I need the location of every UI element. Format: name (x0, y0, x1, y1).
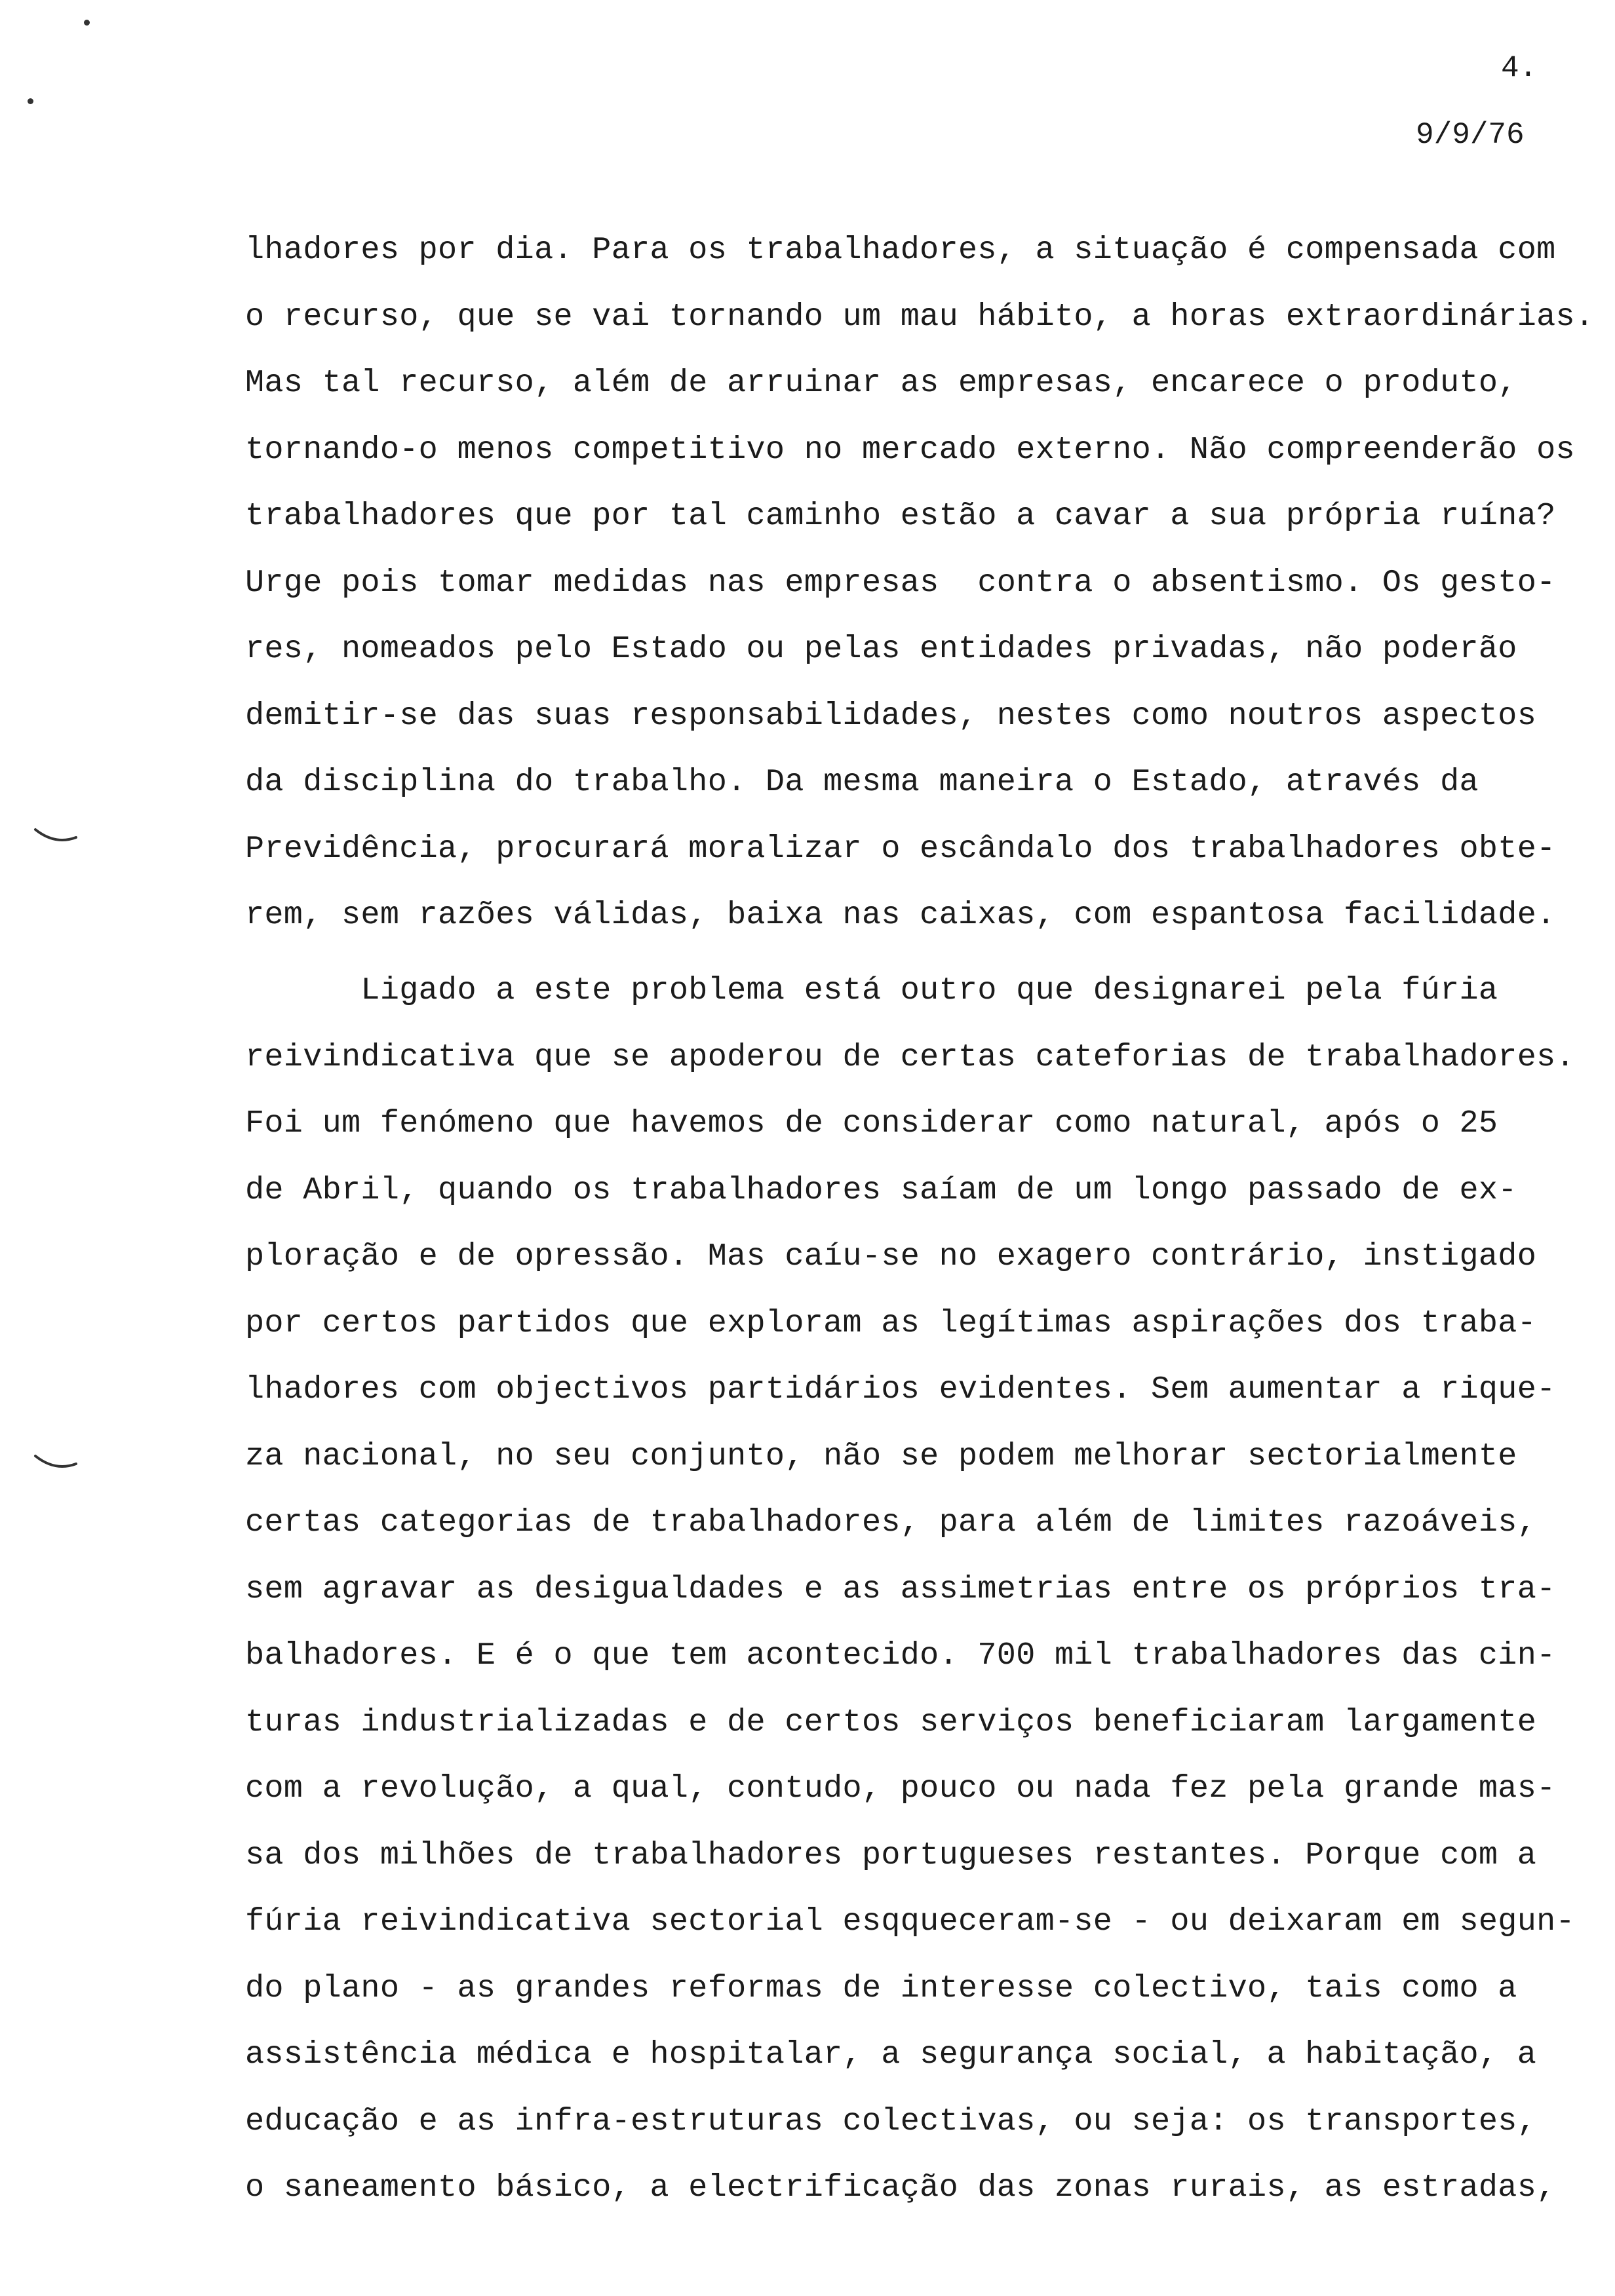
text-line: balhadores. E é o que tem acontecido. 700 mil trabalhadores das cin- (245, 1637, 1556, 1674)
margin-punch-mark (33, 1453, 79, 1470)
text-line: Previdência, procurará moralizar o escândalo dos trabalhadores obte- (245, 830, 1556, 867)
text-line: lhadores por dia. Para os trabalhadores, a situação é compensada com (245, 232, 1556, 268)
text-line: turas industrializadas e de certos serviços beneficiaram largamente (245, 1704, 1537, 1740)
text-line: lhadores com objectivos partidários evidentes. Sem aumentar a rique- (245, 1371, 1556, 1407)
text-line: tornando-o menos competitivo no mercado externo. Não compreenderão os (245, 431, 1575, 468)
text-line: de Abril, quando os trabalhadores saíam de um longo passado de ex- (245, 1172, 1517, 1208)
text-line: Foi um fenómeno que havemos de considerar como natural, após o 25 (245, 1105, 1498, 1141)
text-line: com a revolução, a qual, contudo, pouco ou nada fez pela grande mas- (245, 1770, 1556, 1807)
text-line: Ligado a este problema está outro que designarei pela fúria (245, 972, 1498, 1008)
page-number: 4. (1501, 51, 1538, 85)
text-line: trabalhadores que por tal caminho estão a cavar a sua própria ruína? (245, 498, 1556, 534)
text-line: por certos partidos que exploram as legítimas aspirações dos traba- (245, 1305, 1537, 1341)
text-line: Mas tal recurso, além de arruinar as empresas, encarece o produto, (245, 365, 1517, 401)
text-line: fúria reivindicativa sectorial esqqueceram-se - ou deixaram em segun- (245, 1904, 1575, 1940)
text-line: sa dos milhões de trabalhadores portugueses restantes. Porque com a (245, 1837, 1537, 1873)
text-line: do plano - as grandes reformas de interesse colectivo, tais como a (245, 1970, 1517, 2006)
text-line: o saneamento básico, a electrificação das zonas rurais, as estradas, (245, 2170, 1556, 2206)
text-line: certas categorias de trabalhadores, para além de limites razoáveis, (245, 1504, 1537, 1540)
text-line: res, nomeados pelo Estado ou pelas entidades privadas, não poderão (245, 631, 1517, 667)
page-date: 9/9/76 (1416, 118, 1525, 152)
text-line: da disciplina do trabalho. Da mesma maneira o Estado, através da (245, 764, 1479, 800)
text-line: educação e as infra-estruturas colectivas, ou seja: os transportes, (245, 2103, 1537, 2139)
stray-mark-dot (28, 98, 33, 104)
text-line: rem, sem razões válidas, baixa nas caixas, com espantosa facilidade. (245, 897, 1556, 933)
text-line: reivindicativa que se apoderou de certas cateforias de trabalhadores. (245, 1039, 1575, 1075)
paragraph-2 (245, 971, 1595, 2235)
text-line: assistência médica e hospitalar, a segurança social, a habitação, a (245, 2037, 1537, 2073)
text-line: demitir-se das suas responsabilidades, nestes como noutros aspectos (245, 697, 1537, 734)
text-line: za nacional, no seu conjunto, não se podem melhorar sectorialmente (245, 1438, 1517, 1474)
text-line: Urge pois tomar medidas nas empresas contra o absentismo. Os gesto- (245, 564, 1556, 601)
stray-mark-dot (84, 20, 90, 26)
margin-punch-mark (33, 827, 79, 844)
paragraph-1 (245, 231, 1595, 963)
text-line: o recurso, que se vai tornando um mau hábito, a horas extraordinárias. (245, 298, 1595, 335)
text-line: sem agravar as desigualdades e as assimetrias entre os próprios tra- (245, 1571, 1556, 1607)
text-line: ploração e de opressão. Mas caíu-se no exagero contrário, instigado (245, 1238, 1537, 1274)
